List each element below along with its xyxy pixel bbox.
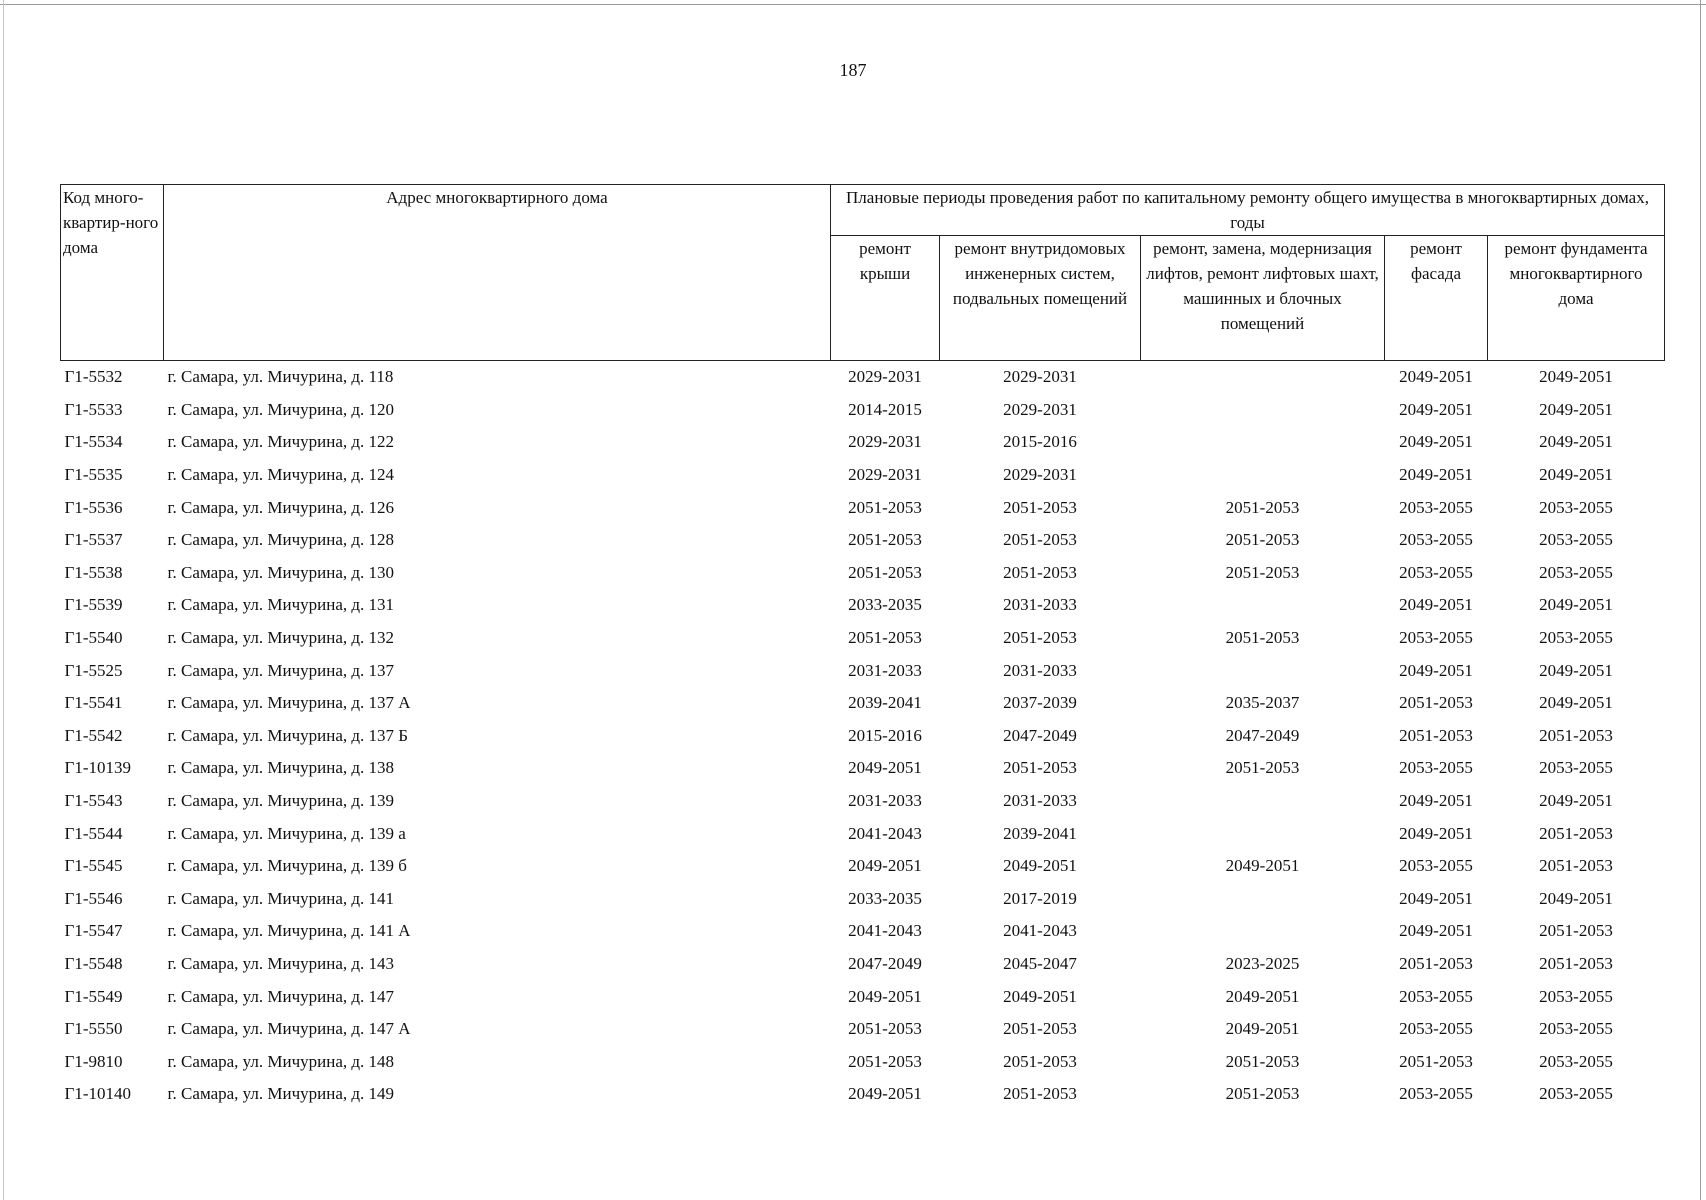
- cell-lifts: [1141, 883, 1385, 916]
- cell-lifts: [1141, 394, 1385, 427]
- cell-roof: 2051-2053: [848, 1051, 922, 1071]
- table-row: [61, 1013, 1665, 1046]
- cell-code: Г1-5540: [64, 628, 123, 648]
- cell-roof: 2051-2053: [848, 628, 922, 648]
- cell-facade: 2053-2055: [1399, 1084, 1473, 1104]
- cell-foundation: 2053-2055: [1539, 986, 1613, 1006]
- cell-roof: 2033-2035: [848, 888, 922, 908]
- cell-foundation: 2049-2051: [1539, 791, 1613, 811]
- cell-engineering: 2015-2016: [1003, 432, 1077, 452]
- cell-lifts: [1141, 589, 1385, 622]
- cell-address: г. Самара, ул. Мичурина, д. 138: [167, 758, 395, 778]
- cell-lifts: [1141, 426, 1385, 459]
- cell-code: Г1-5534: [64, 432, 123, 452]
- cell-address: г. Самара, ул. Мичурина, д. 124: [167, 465, 395, 485]
- cell-foundation: 2049-2051: [1539, 660, 1613, 680]
- header-foundation: ремонт фундамента многоквартирного дома: [1488, 236, 1665, 361]
- cell-code: Г1-5536: [64, 497, 123, 517]
- cell-address: г. Самара, ул. Мичурина, д. 143: [167, 953, 395, 973]
- cell-foundation: 2053-2055: [1539, 530, 1613, 550]
- cell-engineering: 2031-2033: [1003, 791, 1077, 811]
- cell-code: Г1-5537: [64, 530, 123, 550]
- cell-address: г. Самара, ул. Мичурина, д. 131: [167, 595, 395, 615]
- cell-code: Г1-5539: [64, 595, 123, 615]
- cell-foundation: 2051-2053: [1539, 823, 1613, 843]
- cell-facade: 2049-2051: [1399, 660, 1473, 680]
- cell-code: Г1-5548: [64, 953, 123, 973]
- table-row: [61, 524, 1665, 557]
- cell-roof: 2029-2031: [848, 432, 922, 452]
- page-number: 187: [839, 60, 867, 80]
- cell-roof: 2049-2051: [848, 986, 922, 1006]
- cell-facade: 2049-2051: [1399, 432, 1473, 452]
- scan-edge-top: [0, 4, 1706, 5]
- cell-lifts: 2051-2053: [1225, 628, 1300, 648]
- cell-engineering: 2051-2053: [1003, 1019, 1077, 1039]
- cell-facade: 2049-2051: [1399, 399, 1473, 419]
- cell-address: г. Самара, ул. Мичурина, д. 147 А: [167, 1019, 411, 1039]
- cell-roof: 2015-2016: [848, 725, 922, 745]
- cell-roof: 2029-2031: [848, 367, 922, 387]
- table-row: [61, 459, 1665, 492]
- cell-engineering: 2051-2053: [1003, 628, 1077, 648]
- cell-facade: 2049-2051: [1399, 823, 1473, 843]
- cell-lifts: 2049-2051: [1225, 856, 1300, 876]
- table-row: [61, 785, 1665, 818]
- cell-facade: 2053-2055: [1399, 986, 1473, 1006]
- cell-facade: 2051-2053: [1399, 953, 1473, 973]
- cell-address: г. Самара, ул. Мичурина, д. 126: [167, 497, 395, 517]
- table-row: [61, 491, 1665, 524]
- cell-facade: 2049-2051: [1399, 888, 1473, 908]
- cell-facade: 2053-2055: [1399, 497, 1473, 517]
- cell-foundation: 2051-2053: [1539, 953, 1613, 973]
- header-address: Адрес многоквартирного дома: [164, 185, 831, 361]
- cell-foundation: 2053-2055: [1539, 497, 1613, 517]
- cell-foundation: 2051-2053: [1539, 725, 1613, 745]
- cell-facade: 2051-2053: [1399, 1051, 1473, 1071]
- cell-facade: 2053-2055: [1399, 1019, 1473, 1039]
- cell-address: г. Самара, ул. Мичурина, д. 130: [167, 562, 395, 582]
- cell-facade: 2053-2055: [1399, 628, 1473, 648]
- cell-code: Г1-5549: [64, 986, 123, 1006]
- cell-roof: 2051-2053: [848, 1019, 922, 1039]
- table-body: [61, 361, 1665, 1111]
- cell-facade: 2053-2055: [1399, 758, 1473, 778]
- cell-address: г. Самара, ул. Мичурина, д. 137: [167, 660, 395, 680]
- cell-roof: 2049-2051: [848, 1084, 922, 1104]
- cell-address: г. Самара, ул. Мичурина, д. 148: [167, 1051, 395, 1071]
- table-row: [61, 720, 1665, 753]
- table-row: [61, 394, 1665, 427]
- table-row: [61, 915, 1665, 948]
- cell-foundation: 2049-2051: [1539, 399, 1613, 419]
- cell-lifts: 2049-2051: [1225, 986, 1300, 1006]
- cell-foundation: 2053-2055: [1539, 1084, 1613, 1104]
- cell-engineering: 2029-2031: [1003, 465, 1077, 485]
- cell-lifts: 2051-2053: [1225, 758, 1300, 778]
- table-row: [61, 850, 1665, 883]
- cell-code: Г1-10139: [64, 758, 131, 778]
- cell-address: г. Самара, ул. Мичурина, д. 139: [167, 791, 395, 811]
- cell-lifts: [1141, 654, 1385, 687]
- table-row: [61, 752, 1665, 785]
- cell-lifts: [1141, 459, 1385, 492]
- cell-roof: 2041-2043: [848, 921, 922, 941]
- cell-engineering: 2051-2053: [1003, 1051, 1077, 1071]
- cell-foundation: 2049-2051: [1539, 432, 1613, 452]
- cell-roof: 2049-2051: [848, 856, 922, 876]
- cell-lifts: 2047-2049: [1225, 725, 1300, 745]
- cell-code: Г1-5535: [64, 465, 123, 485]
- cell-foundation: 2053-2055: [1539, 758, 1613, 778]
- table-row: [61, 687, 1665, 720]
- cell-code: Г1-5533: [64, 399, 123, 419]
- cell-engineering: 2051-2053: [1003, 530, 1077, 550]
- cell-lifts: 2051-2053: [1225, 1084, 1300, 1104]
- cell-facade: 2049-2051: [1399, 595, 1473, 615]
- cell-engineering: 2031-2033: [1003, 595, 1077, 615]
- cell-facade: 2053-2055: [1399, 856, 1473, 876]
- cell-code: Г1-5541: [64, 693, 123, 713]
- cell-code: Г1-5546: [64, 888, 123, 908]
- cell-roof: 2039-2041: [848, 693, 922, 713]
- cell-address: г. Самара, ул. Мичурина, д. 120: [167, 399, 395, 419]
- cell-engineering: 2047-2049: [1003, 725, 1077, 745]
- cell-address: г. Самара, ул. Мичурина, д. 122: [167, 432, 395, 452]
- cell-engineering: 2051-2053: [1003, 562, 1077, 582]
- cell-address: г. Самара, ул. Мичурина, д. 132: [167, 628, 395, 648]
- cell-facade: 2053-2055: [1399, 562, 1473, 582]
- header-planned-periods: Плановые периоды проведения работ по капитальному ремонту общего имущества в многоквартирных домах, годы: [831, 185, 1665, 236]
- cell-address: г. Самара, ул. Мичурина, д. 137 Б: [167, 725, 409, 745]
- table-row: [61, 948, 1665, 981]
- cell-code: Г1-5525: [64, 660, 123, 680]
- cell-code: Г1-5544: [64, 823, 123, 843]
- cell-code: Г1-5542: [64, 725, 123, 745]
- cell-lifts: 2051-2053: [1225, 497, 1300, 517]
- cell-code: Г1-5543: [64, 791, 123, 811]
- cell-address: г. Самара, ул. Мичурина, д. 139 а: [167, 823, 406, 843]
- cell-roof: 2041-2043: [848, 823, 922, 843]
- cell-engineering: 2041-2043: [1003, 921, 1077, 941]
- cell-engineering: 2051-2053: [1003, 758, 1077, 778]
- cell-engineering: 2051-2053: [1003, 497, 1077, 517]
- cell-engineering: 2029-2031: [1003, 399, 1077, 419]
- table-row: [61, 1045, 1665, 1078]
- cell-lifts: [1141, 785, 1385, 818]
- cell-code: Г1-5550: [64, 1019, 123, 1039]
- cell-roof: 2049-2051: [848, 758, 922, 778]
- cell-engineering: 2051-2053: [1003, 1084, 1077, 1104]
- cell-engineering: 2039-2041: [1003, 823, 1077, 843]
- cell-foundation: 2051-2053: [1539, 856, 1613, 876]
- cell-engineering: 2017-2019: [1003, 888, 1077, 908]
- cell-code: Г1-5538: [64, 562, 123, 582]
- cell-facade: 2049-2051: [1399, 465, 1473, 485]
- header-lifts: ремонт, замена, модернизация лифтов, ремонт лифтовых шахт, машинных и блочных помещений: [1141, 236, 1385, 361]
- table-row: [61, 589, 1665, 622]
- cell-address: г. Самара, ул. Мичурина, д. 139 б: [167, 856, 407, 876]
- cell-foundation: 2049-2051: [1539, 465, 1613, 485]
- cell-lifts: [1141, 817, 1385, 850]
- cell-roof: 2029-2031: [848, 465, 922, 485]
- table-row: [61, 622, 1665, 655]
- cell-roof: 2014-2015: [848, 399, 922, 419]
- table-row: [61, 980, 1665, 1013]
- header-code: Код много-квартир-ного дома: [61, 185, 164, 361]
- cell-facade: 2049-2051: [1399, 791, 1473, 811]
- cell-engineering: 2049-2051: [1003, 986, 1077, 1006]
- cell-engineering: 2029-2031: [1003, 367, 1077, 387]
- scan-edge-right: [1700, 0, 1701, 1200]
- header-engineering: ремонт внутридомовых инженерных систем, подвальных помещений: [940, 236, 1141, 361]
- cell-lifts: 2051-2053: [1225, 1051, 1300, 1071]
- cell-address: г. Самара, ул. Мичурина, д. 141 А: [167, 921, 411, 941]
- cell-facade: 2049-2051: [1399, 367, 1473, 387]
- cell-lifts: 2049-2051: [1225, 1019, 1300, 1039]
- cell-address: г. Самара, ул. Мичурина, д. 128: [167, 530, 395, 550]
- cell-code: Г1-10140: [64, 1084, 131, 1104]
- cell-foundation: 2053-2055: [1539, 628, 1613, 648]
- table-row: [61, 361, 1665, 394]
- cell-foundation: 2049-2051: [1539, 888, 1613, 908]
- cell-code: Г1-5547: [64, 921, 123, 941]
- cell-lifts: 2051-2053: [1225, 562, 1300, 582]
- cell-foundation: 2051-2053: [1539, 921, 1613, 941]
- table-header: [61, 185, 1665, 361]
- cell-roof: 2031-2033: [848, 660, 922, 680]
- cell-foundation: 2049-2051: [1539, 595, 1613, 615]
- cell-address: г. Самара, ул. Мичурина, д. 141: [167, 888, 395, 908]
- cell-engineering: 2037-2039: [1003, 693, 1077, 713]
- cell-roof: 2051-2053: [848, 562, 922, 582]
- cell-lifts: 2023-2025: [1225, 953, 1300, 973]
- cell-foundation: 2053-2055: [1539, 1019, 1613, 1039]
- cell-roof: 2051-2053: [848, 497, 922, 517]
- cell-address: г. Самара, ул. Мичурина, д. 147: [167, 986, 395, 1006]
- table-row: [61, 1078, 1665, 1111]
- cell-code: Г1-5532: [64, 367, 123, 387]
- cell-roof: 2051-2053: [848, 530, 922, 550]
- cell-roof: 2031-2033: [848, 791, 922, 811]
- cell-engineering: 2031-2033: [1003, 660, 1077, 680]
- cell-engineering: 2049-2051: [1003, 856, 1077, 876]
- table-row: [61, 817, 1665, 850]
- cell-address: г. Самара, ул. Мичурина, д. 118: [167, 367, 394, 387]
- cell-lifts: [1141, 915, 1385, 948]
- table-row: [61, 426, 1665, 459]
- cell-facade: 2049-2051: [1399, 921, 1473, 941]
- cell-foundation: 2053-2055: [1539, 562, 1613, 582]
- cell-engineering: 2045-2047: [1003, 953, 1077, 973]
- table-row: [61, 557, 1665, 590]
- cell-lifts: [1141, 361, 1385, 394]
- cell-roof: 2033-2035: [848, 595, 922, 615]
- cell-foundation: 2049-2051: [1539, 367, 1613, 387]
- cell-facade: 2051-2053: [1399, 725, 1473, 745]
- cell-facade: 2051-2053: [1399, 693, 1473, 713]
- cell-foundation: 2053-2055: [1539, 1051, 1613, 1071]
- table-row: [61, 883, 1665, 916]
- table-row: [61, 654, 1665, 687]
- cell-foundation: 2049-2051: [1539, 693, 1613, 713]
- cell-lifts: 2051-2053: [1225, 530, 1300, 550]
- cell-code: Г1-5545: [64, 856, 123, 876]
- header-roof: ремонт крыши: [831, 236, 940, 361]
- header-facade: ремонт фасада: [1385, 236, 1488, 361]
- cell-address: г. Самара, ул. Мичурина, д. 149: [167, 1084, 395, 1104]
- cell-address: г. Самара, ул. Мичурина, д. 137 А: [167, 693, 411, 713]
- capital-repair-table: [60, 184, 1665, 1111]
- cell-code: Г1-9810: [64, 1051, 123, 1071]
- scan-edge-left: [3, 0, 4, 1200]
- cell-facade: 2053-2055: [1399, 530, 1473, 550]
- cell-lifts: 2035-2037: [1225, 693, 1300, 713]
- cell-roof: 2047-2049: [848, 953, 922, 973]
